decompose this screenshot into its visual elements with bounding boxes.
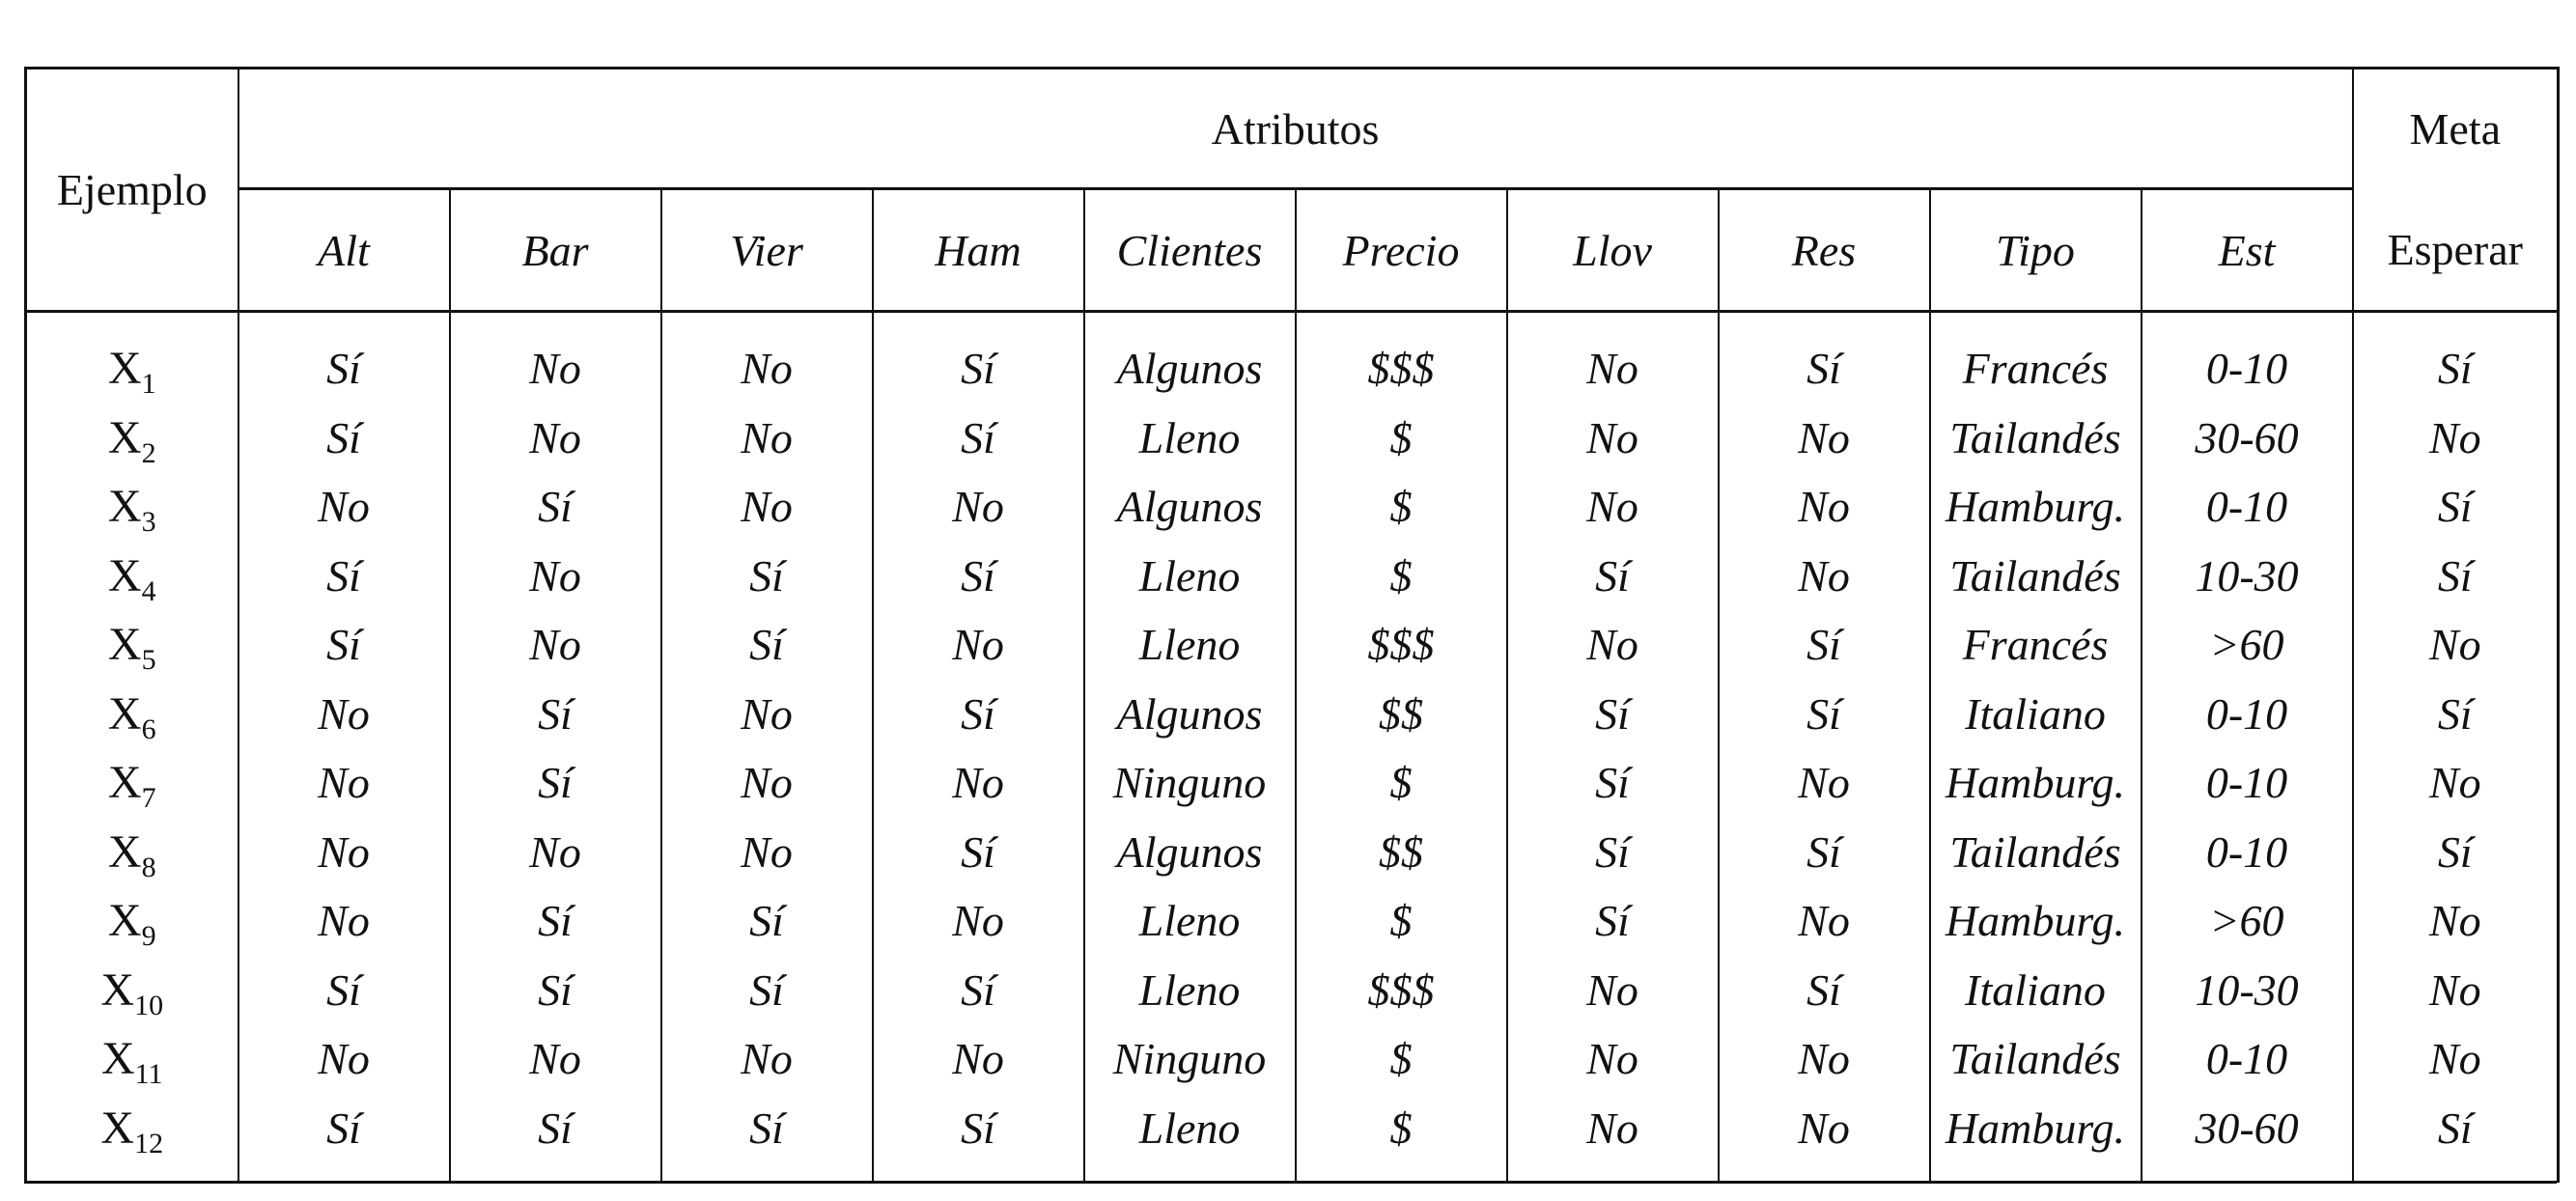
table-row — [26, 818, 2559, 887]
attribute-cell-llov: Sí — [1507, 542, 1719, 611]
attribute-cell-vier: No — [661, 334, 873, 404]
example-id-letter: X — [107, 343, 142, 395]
attribute-cell-tipo: Tailandés — [1930, 404, 2142, 473]
attribute-cell-alt: No — [238, 748, 450, 818]
attribute-cell-est: 0-10 — [2142, 334, 2353, 404]
attribute-cell-res: No — [1719, 748, 1930, 818]
spacer-cell — [1296, 1162, 1507, 1183]
spacer-cell — [873, 312, 1084, 335]
attribute-cell-tipo: Francés — [1930, 610, 2142, 680]
attribute-cell-precio: $$$ — [1296, 956, 1507, 1025]
attribute-cell-ham: Sí — [873, 404, 1084, 473]
attribute-cell-precio: $ — [1296, 404, 1507, 473]
attribute-cell-res: Sí — [1719, 818, 1930, 887]
example-id-cell — [26, 680, 238, 749]
table-row — [26, 956, 2559, 1025]
goal-cell: Sí — [2353, 1094, 2559, 1163]
attribute-cell-alt: Sí — [238, 956, 450, 1025]
attribute-header-alt: Alt — [238, 189, 450, 312]
attribute-cell-ham: No — [873, 886, 1084, 956]
example-id-cell — [26, 472, 238, 542]
attribute-cell-clientes: Ninguno — [1084, 748, 1296, 818]
attribute-cell-tipo: Hamburg. — [1930, 1094, 2142, 1163]
example-id-letter: X — [107, 481, 142, 533]
attribute-cell-tipo: Hamburg. — [1930, 748, 2142, 818]
attribute-cell-clientes: Ninguno — [1084, 1024, 1296, 1094]
attribute-cell-vier: Sí — [661, 886, 873, 956]
spacer-cell — [238, 1162, 450, 1183]
attribute-cell-tipo: Tailandés — [1930, 1024, 2142, 1094]
example-id-subscript: 10 — [134, 989, 164, 1021]
example-id-cell — [26, 542, 238, 611]
example-id-subscript: 2 — [141, 436, 156, 469]
spacer-cell — [2142, 1162, 2353, 1183]
attribute-cell-ham: No — [873, 1024, 1084, 1094]
attribute-cell-vier: Sí — [661, 1094, 873, 1163]
goal-group-header: Meta — [2353, 69, 2559, 189]
attribute-cell-llov: Sí — [1507, 886, 1719, 956]
attribute-cell-clientes: Lleno — [1084, 886, 1296, 956]
attribute-cell-llov: No — [1507, 334, 1719, 404]
goal-cell: No — [2353, 610, 2559, 680]
attribute-cell-clientes: Algunos — [1084, 680, 1296, 749]
attribute-cell-est: 0-10 — [2142, 1024, 2353, 1094]
attribute-cell-est: 0-10 — [2142, 748, 2353, 818]
attribute-cell-ham: Sí — [873, 956, 1084, 1025]
attribute-cell-ham: No — [873, 748, 1084, 818]
attribute-cell-clientes: Algunos — [1084, 334, 1296, 404]
attribute-cell-res: No — [1719, 404, 1930, 473]
spacer-cell — [26, 312, 238, 335]
example-column-header: Ejemplo — [26, 69, 238, 312]
attribute-header-precio: Precio — [1296, 189, 1507, 312]
spacer-cell — [450, 1162, 661, 1183]
attribute-cell-ham: Sí — [873, 1094, 1084, 1163]
table-row — [26, 334, 2559, 404]
goal-cell: Sí — [2353, 542, 2559, 611]
example-id-subscript: 7 — [141, 782, 156, 815]
example-id-cell — [26, 748, 238, 818]
attribute-cell-bar: No — [450, 334, 661, 404]
spacer-cell — [1507, 1162, 1719, 1183]
example-id-cell — [26, 956, 238, 1025]
goal-cell: No — [2353, 886, 2559, 956]
attribute-cell-precio: $ — [1296, 886, 1507, 956]
attribute-cell-tipo: Hamburg. — [1930, 886, 2142, 956]
attribute-cell-est: 0-10 — [2142, 680, 2353, 749]
attribute-cell-ham: Sí — [873, 542, 1084, 611]
attribute-header-bar: Bar — [450, 189, 661, 312]
attribute-header-est: Est — [2142, 189, 2353, 312]
table-row — [26, 1094, 2559, 1163]
attribute-cell-llov: No — [1507, 404, 1719, 473]
example-id-letter: X — [107, 687, 142, 740]
attribute-cell-vier: Sí — [661, 542, 873, 611]
example-id-letter: X — [107, 825, 142, 878]
attribute-cell-est: >60 — [2142, 886, 2353, 956]
goal-cell: Sí — [2353, 818, 2559, 887]
example-id-letter: X — [107, 757, 142, 809]
example-id-cell — [26, 818, 238, 887]
attribute-cell-est: 0-10 — [2142, 818, 2353, 887]
attribute-cell-res: No — [1719, 472, 1930, 542]
example-id-cell — [26, 610, 238, 680]
table-row — [26, 1024, 2559, 1094]
attribute-cell-ham: No — [873, 472, 1084, 542]
spacer-cell — [1296, 312, 1507, 335]
attribute-cell-alt: No — [238, 1024, 450, 1094]
spacer-cell — [1930, 1162, 2142, 1183]
restaurant-examples-table-container — [24, 67, 2557, 1183]
attribute-cell-llov: No — [1507, 1094, 1719, 1163]
table-row — [26, 610, 2559, 680]
spacer-cell — [1507, 312, 1719, 335]
attribute-cell-precio: $$ — [1296, 818, 1507, 887]
attribute-cell-res: Sí — [1719, 610, 1930, 680]
table-row — [26, 680, 2559, 749]
attribute-cell-precio: $$ — [1296, 680, 1507, 749]
attribute-cell-ham: Sí — [873, 680, 1084, 749]
attribute-cell-clientes: Lleno — [1084, 1094, 1296, 1163]
table-row — [26, 472, 2559, 542]
attribute-cell-res: Sí — [1719, 334, 1930, 404]
spacer-cell — [1930, 312, 2142, 335]
example-id-subscript: 9 — [141, 920, 156, 953]
attribute-cell-bar: Sí — [450, 886, 661, 956]
attribute-cell-vier: No — [661, 748, 873, 818]
attribute-cell-vier: No — [661, 818, 873, 887]
spacer-cell — [2353, 312, 2559, 335]
attribute-cell-alt: Sí — [238, 404, 450, 473]
spacer-cell — [1719, 312, 1930, 335]
attribute-cell-alt: Sí — [238, 334, 450, 404]
example-id-cell — [26, 1024, 238, 1094]
attribute-cell-clientes: Algunos — [1084, 818, 1296, 887]
restaurant-examples-table — [24, 67, 2560, 1183]
attribute-cell-res: Sí — [1719, 680, 1930, 749]
attribute-cell-bar: No — [450, 818, 661, 887]
goal-column-header: Esperar — [2353, 189, 2559, 312]
attribute-cell-vier: No — [661, 472, 873, 542]
attribute-cell-bar: Sí — [450, 748, 661, 818]
attribute-cell-bar: No — [450, 610, 661, 680]
attribute-cell-llov: No — [1507, 610, 1719, 680]
attribute-cell-vier: Sí — [661, 610, 873, 680]
attribute-cell-bar: Sí — [450, 680, 661, 749]
table-row — [26, 748, 2559, 818]
attribute-cell-tipo: Italiano — [1930, 956, 2142, 1025]
goal-cell: No — [2353, 404, 2559, 473]
attribute-cell-precio: $ — [1296, 1024, 1507, 1094]
spacer-cell — [1719, 1162, 1930, 1183]
attribute-cell-precio: $ — [1296, 472, 1507, 542]
attribute-header-ham: Ham — [873, 189, 1084, 312]
table-row — [26, 886, 2559, 956]
attribute-cell-bar: Sí — [450, 472, 661, 542]
attribute-cell-tipo: Francés — [1930, 334, 2142, 404]
attribute-header-llov: Llov — [1507, 189, 1719, 312]
attribute-cell-tipo: Tailandés — [1930, 542, 2142, 611]
attribute-cell-vier: Sí — [661, 956, 873, 1025]
spacer-cell — [873, 1162, 1084, 1183]
attribute-header-tipo: Tipo — [1930, 189, 2142, 312]
attribute-cell-llov: Sí — [1507, 680, 1719, 749]
example-id-cell — [26, 404, 238, 473]
attribute-cell-est: >60 — [2142, 610, 2353, 680]
attribute-cell-res: No — [1719, 886, 1930, 956]
example-id-letter: X — [100, 964, 135, 1016]
attribute-cell-alt: No — [238, 818, 450, 887]
attribute-cell-precio: $ — [1296, 1094, 1507, 1163]
attribute-cell-precio: $ — [1296, 542, 1507, 611]
example-id-subscript: 8 — [141, 851, 156, 883]
spacer-cell — [661, 1162, 873, 1183]
example-id-subscript: 1 — [141, 368, 156, 401]
example-id-letter: X — [100, 1102, 135, 1154]
attribute-cell-bar: Sí — [450, 956, 661, 1025]
spacer-cell — [450, 312, 661, 335]
goal-cell: Sí — [2353, 472, 2559, 542]
attribute-cell-llov: No — [1507, 1024, 1719, 1094]
attribute-cell-vier: No — [661, 1024, 873, 1094]
spacer-cell — [1084, 312, 1296, 335]
goal-cell: No — [2353, 956, 2559, 1025]
attribute-cell-alt: No — [238, 886, 450, 956]
attribute-cell-precio: $ — [1296, 748, 1507, 818]
attribute-cell-res: No — [1719, 542, 1930, 611]
attribute-cell-res: No — [1719, 1094, 1930, 1163]
attribute-header-clientes: Clientes — [1084, 189, 1296, 312]
example-id-letter: X — [107, 895, 142, 947]
attribute-cell-ham: Sí — [873, 818, 1084, 887]
attribute-cell-precio: $$$ — [1296, 334, 1507, 404]
spacer-cell — [1084, 1162, 1296, 1183]
example-id-subscript: 12 — [134, 1127, 164, 1159]
goal-cell: No — [2353, 1024, 2559, 1094]
attribute-cell-bar: No — [450, 1024, 661, 1094]
attribute-cell-alt: No — [238, 472, 450, 542]
goal-cell: Sí — [2353, 680, 2559, 749]
attribute-cell-alt: Sí — [238, 610, 450, 680]
attribute-cell-llov: Sí — [1507, 818, 1719, 887]
attribute-cell-clientes: Algunos — [1084, 472, 1296, 542]
example-id-subscript: 4 — [141, 574, 156, 607]
table-row — [26, 542, 2559, 611]
attribute-cell-tipo: Tailandés — [1930, 818, 2142, 887]
attributes-group-header: Atributos — [238, 69, 2353, 189]
spacer-cell — [26, 1162, 238, 1183]
spacer-cell — [2353, 1162, 2559, 1183]
attribute-cell-clientes: Lleno — [1084, 404, 1296, 473]
attribute-cell-bar: No — [450, 404, 661, 473]
attribute-cell-clientes: Lleno — [1084, 956, 1296, 1025]
example-id-cell — [26, 1094, 238, 1163]
example-id-subscript: 11 — [134, 1058, 163, 1091]
example-id-subscript: 3 — [141, 506, 156, 539]
attribute-cell-res: Sí — [1719, 956, 1930, 1025]
attribute-cell-bar: No — [450, 542, 661, 611]
example-id-subscript: 6 — [141, 712, 156, 745]
example-id-letter: X — [107, 411, 142, 463]
spacer-cell — [661, 312, 873, 335]
attribute-cell-precio: $$$ — [1296, 610, 1507, 680]
attribute-cell-bar: Sí — [450, 1094, 661, 1163]
table-bottom-rule — [24, 1181, 2557, 1184]
example-id-letter: X — [100, 1033, 135, 1085]
example-id-subscript: 5 — [141, 644, 156, 677]
attribute-cell-est: 30-60 — [2142, 404, 2353, 473]
attribute-cell-llov: No — [1507, 472, 1719, 542]
attribute-cell-llov: Sí — [1507, 748, 1719, 818]
attribute-cell-clientes: Lleno — [1084, 542, 1296, 611]
attribute-cell-vier: No — [661, 404, 873, 473]
spacer-cell — [238, 312, 450, 335]
attribute-cell-est: 0-10 — [2142, 472, 2353, 542]
attribute-cell-alt: No — [238, 680, 450, 749]
attribute-cell-tipo: Italiano — [1930, 680, 2142, 749]
attribute-cell-llov: No — [1507, 956, 1719, 1025]
attribute-cell-est: 10-30 — [2142, 956, 2353, 1025]
attribute-header-vier: Vier — [661, 189, 873, 312]
attribute-cell-tipo: Hamburg. — [1930, 472, 2142, 542]
attribute-cell-clientes: Lleno — [1084, 610, 1296, 680]
attribute-cell-res: No — [1719, 1024, 1930, 1094]
goal-cell: No — [2353, 748, 2559, 818]
attribute-cell-alt: Sí — [238, 542, 450, 611]
example-id-cell — [26, 886, 238, 956]
attribute-cell-vier: No — [661, 680, 873, 749]
example-id-letter: X — [107, 619, 142, 671]
goal-cell: Sí — [2353, 334, 2559, 404]
spacer-cell — [2142, 312, 2353, 335]
attribute-cell-ham: Sí — [873, 334, 1084, 404]
attribute-cell-est: 30-60 — [2142, 1094, 2353, 1163]
table-row — [26, 404, 2559, 473]
attribute-header-res: Res — [1719, 189, 1930, 312]
attribute-cell-est: 10-30 — [2142, 542, 2353, 611]
attribute-cell-ham: No — [873, 610, 1084, 680]
attribute-cell-alt: Sí — [238, 1094, 450, 1163]
example-id-letter: X — [107, 549, 142, 601]
example-id-cell — [26, 334, 238, 404]
